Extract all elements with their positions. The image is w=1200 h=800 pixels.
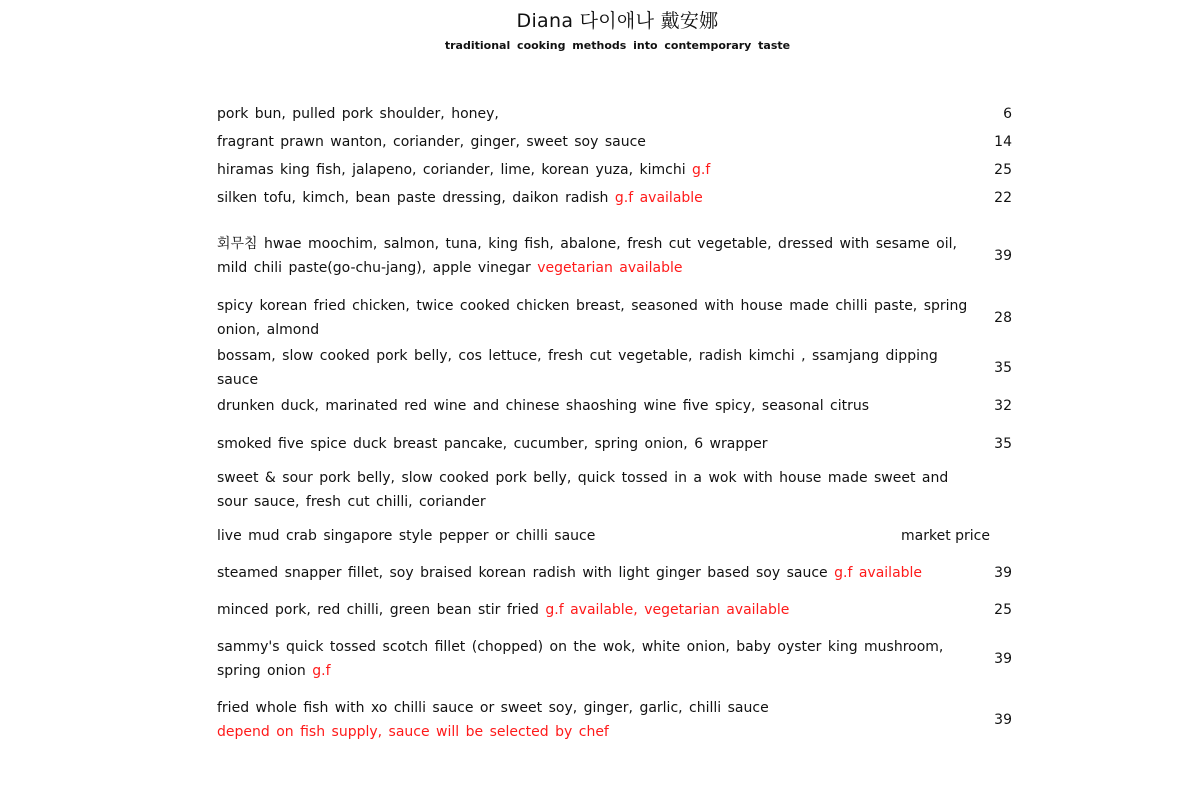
menu-item-price: 39 bbox=[994, 712, 1012, 728]
dietary-note: g.f available bbox=[614, 190, 703, 206]
menu-item-price: 22 bbox=[994, 190, 1012, 206]
menu-item-description: live mud crab singapore style pepper or chilli sauce bbox=[217, 528, 596, 544]
menu-item-description: minced pork, red chilli, green bean stir fried bbox=[217, 602, 539, 618]
menu-item bbox=[217, 348, 1012, 388]
menu-item-price: 39 bbox=[994, 651, 1012, 667]
menu-item-description: bossam, slow cooked pork belly, cos lettuce, fresh cut vegetable, radish kimchi , ssamjang dipping sauce bbox=[217, 348, 938, 388]
menu-item bbox=[217, 559, 1012, 587]
dietary-note: g.f bbox=[312, 663, 331, 679]
dietary-note: g.f available, vegetarian available bbox=[545, 602, 790, 618]
restaurant-tagline: traditional cooking methods into contemporary taste bbox=[444, 39, 791, 52]
menu-item-price: 28 bbox=[994, 310, 1012, 326]
menu-item-description: fried whole fish with xo chilli sauce or sweet soy, ginger, garlic, chilli sauce bbox=[217, 700, 769, 716]
menu-item-price: 32 bbox=[994, 398, 1012, 414]
menu-item-price: 25 bbox=[994, 162, 1012, 178]
menu-item-description: 회무침 hwae moochim, salmon, tuna, king fish, abalone, fresh cut vegetable, dressed with sesame oil, mild chili paste(go-chu-jang), apple vinegar bbox=[217, 236, 957, 276]
menu-item-description: pork bun, pulled pork shoulder, honey, bbox=[217, 106, 499, 122]
menu-item bbox=[217, 633, 1012, 685]
menu-item bbox=[217, 184, 1012, 212]
menu-item-price: 39 bbox=[994, 565, 1012, 581]
menu-list bbox=[217, 100, 1012, 746]
dietary-note: depend on fish supply, sauce will be selected by chef bbox=[217, 724, 609, 740]
menu-item bbox=[217, 596, 1012, 624]
menu-item-description: silken tofu, kimch, bean paste dressing, daikon radish bbox=[217, 190, 609, 206]
menu-item-description: sammy's quick tossed scotch fillet (chopped) on the wok, white onion, baby oyster king mushroom, spring onion bbox=[217, 639, 944, 679]
menu-item-description: fragrant prawn wanton, coriander, ginger, sweet soy sauce bbox=[217, 134, 646, 150]
menu-item-price: 35 bbox=[994, 360, 1012, 376]
menu-item bbox=[217, 230, 1012, 282]
dietary-note: g.f available bbox=[834, 565, 923, 581]
menu-item-description: drunken duck, marinated red wine and chinese shaoshing wine five spicy, seasonal citrus bbox=[217, 398, 870, 414]
menu-item-price: 25 bbox=[994, 602, 1012, 618]
menu-item-description: steamed snapper fillet, soy braised korean radish with light ginger based soy sauce bbox=[217, 565, 828, 581]
menu-item bbox=[217, 100, 1012, 128]
menu-item bbox=[217, 464, 1012, 516]
menu-item bbox=[217, 522, 1012, 550]
menu-item-price: market price bbox=[901, 528, 990, 544]
menu-item bbox=[217, 156, 1012, 184]
menu-item-price: 39 bbox=[994, 248, 1012, 264]
dietary-note: vegetarian available bbox=[537, 260, 683, 276]
menu-item-description: spicy korean fried chicken, twice cooked chicken breast, seasoned with house made chilli paste, spring onion, almond bbox=[217, 298, 968, 338]
restaurant-title: Diana 다이애나 戴安娜 bbox=[516, 10, 719, 32]
menu-item-description: smoked five spice duck breast pancake, cucumber, spring onion, 6 wrapper bbox=[217, 436, 768, 452]
menu-item-price: 35 bbox=[994, 436, 1012, 452]
menu-item-price: 6 bbox=[1003, 106, 1012, 122]
menu-header bbox=[0, 8, 1200, 54]
menu-item-price: 14 bbox=[994, 134, 1012, 150]
dietary-note: g.f bbox=[692, 162, 711, 178]
menu-item bbox=[217, 292, 1012, 344]
menu-item-description: sweet & sour pork belly, slow cooked pork belly, quick tossed in a wok with house made sweet and sour sauce, fresh cut chilli, coriander bbox=[217, 470, 949, 510]
menu-item bbox=[217, 430, 1012, 458]
menu-item-description: hiramas king fish, jalapeno, coriander, lime, korean yuza, kimchi bbox=[217, 162, 686, 178]
menu-item bbox=[217, 128, 1012, 156]
menu-item bbox=[217, 694, 1012, 746]
menu-item bbox=[217, 392, 1012, 420]
